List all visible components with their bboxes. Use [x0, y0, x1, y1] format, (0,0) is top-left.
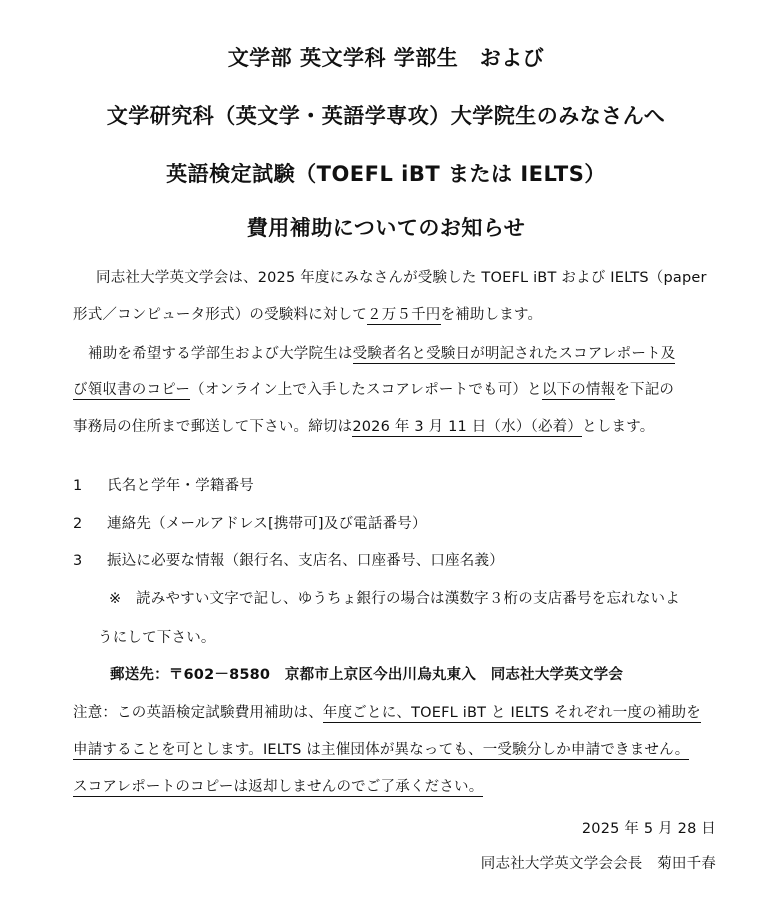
- list-item-text: 連絡先（メールアドレス[携帯可]及び電話番号）: [107, 516, 427, 532]
- signature: 同志社大学英文学会会長 菊田千春: [480, 856, 716, 872]
- list-item-text: 氏名と学年・学籍番号: [107, 478, 254, 494]
- list-item: [73, 549, 504, 570]
- info-underlined: 以下の情報: [541, 382, 616, 398]
- para2-text-5: とします。: [582, 419, 655, 435]
- para1-text: 形式／コンピュータ形式）の受験料に対して: [73, 307, 367, 323]
- caution-underlined-2: 申請することを可とします。IELTS は主催団体が異なっても、一受験分しか申請できません。: [73, 742, 690, 758]
- list-item-number: 2: [73, 516, 83, 532]
- list-item-number: 3: [73, 553, 83, 569]
- deadline-underlined: 2026 年 3 月 11 日（水）（必着）: [352, 419, 583, 435]
- list-item: [73, 474, 254, 495]
- caution-underlined-1: 年度ごとに、TOEFL iBT と IELTS それぞれ一度の補助を: [322, 705, 701, 721]
- para2-line-2: [73, 378, 674, 399]
- note-line-1: ※ 読みやすい文字で記し、ゆうちょ銀行の場合は漢数字３桁の支店番号を忘れないよ: [109, 591, 680, 607]
- para2-text: 補助を希望する学部生および大学院生は: [88, 346, 353, 362]
- para2-line-3: [73, 415, 654, 436]
- list-item-text: 振込に必要な情報（銀行名、支店名、口座番号、口座名義）: [107, 553, 504, 569]
- receipt-underlined: び領収書のコピー: [73, 382, 191, 398]
- title-line-4: 費用補助についてのお知らせ: [246, 216, 526, 240]
- para2-text-2: （オンライン上で入手したスコアレポートでも可）と: [190, 382, 542, 398]
- title-line-1: 文学部 英文学科 学部生 および: [227, 46, 545, 70]
- issue-date: 2025 年 5 月 28 日: [581, 821, 716, 837]
- para2-text-3: を下記の: [615, 382, 675, 398]
- caution-line-2: [73, 738, 689, 759]
- list-item: [73, 512, 427, 533]
- requirement-underlined: 受験者名と受験日が明記されたスコアレポート及: [352, 346, 676, 362]
- amount-underlined: ２万５千円: [367, 307, 441, 323]
- para1-text-end: を補助します。: [440, 307, 543, 323]
- note-line-2: うにして下さい。: [98, 630, 216, 646]
- para2-text-4: 事務局の住所まで郵送して下さい。締切は: [73, 419, 353, 435]
- caution-underlined-3: スコアレポートのコピーは返却しませんのでご了承ください。: [73, 779, 484, 795]
- caution-line-3: [73, 775, 483, 796]
- caution-text: 注意：この英語検定試験費用補助は、: [73, 705, 323, 721]
- para1-line-1: 同志社大学英文学会は、2025 年度にみなさんが受験した TOEFL iBT および IELTS（paper: [96, 270, 707, 286]
- title-line-2: 文学研究科（英文学・英語学専攻）大学院生のみなさんへ: [106, 104, 666, 128]
- title-line-3: 英語検定試験（TOEFL iBT または IELTS）: [166, 162, 606, 186]
- para1-line-2: [73, 303, 542, 324]
- list-item-number: 1: [73, 478, 83, 494]
- mailing-address: 郵送先：〒602－8580 京都市上京区今出川烏丸東入 同志社大学英文学会: [110, 667, 624, 683]
- para2-line-1: [88, 342, 675, 363]
- caution-line-1: [73, 701, 701, 722]
